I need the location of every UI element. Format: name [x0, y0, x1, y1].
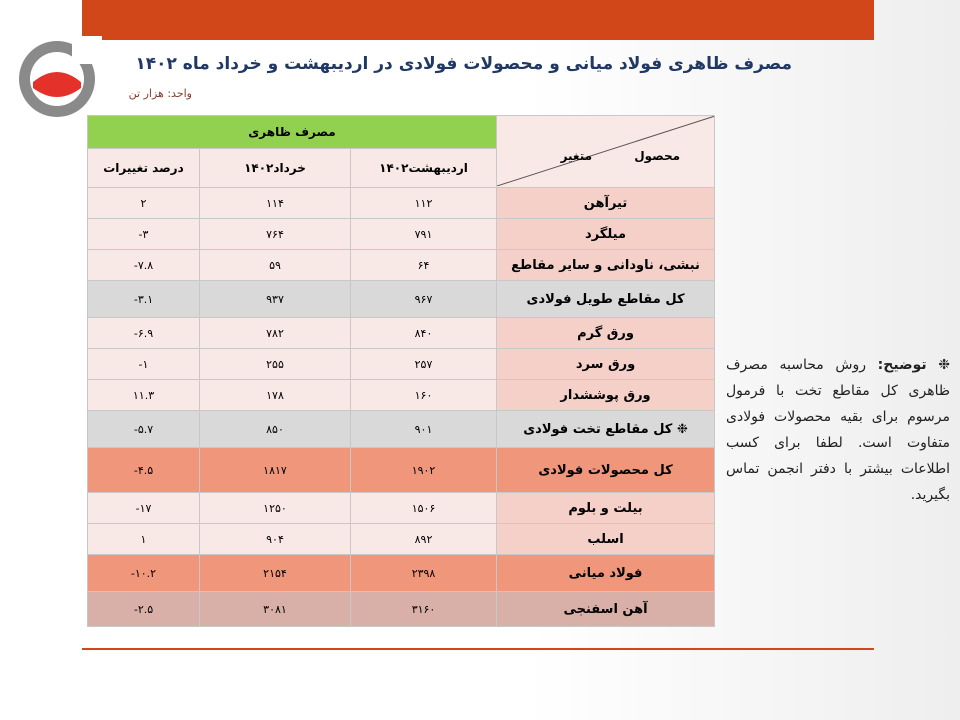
cell-ordibehesht: ۳۱۶۰ — [351, 592, 497, 627]
cell-change: ۱۱.۳ — [88, 380, 200, 411]
cell-khordad: ۲۱۵۴ — [200, 555, 351, 592]
table-body — [88, 188, 715, 627]
table-row — [88, 524, 715, 555]
cell-khordad: ۷۸۲ — [200, 318, 351, 349]
cell-product-name: فولاد میانی — [497, 555, 715, 592]
cell-change: -۶.۹ — [88, 318, 200, 349]
table-row — [88, 411, 715, 448]
cell-change: -۳.۱ — [88, 281, 200, 318]
note-text: روش محاسبه مصرف ظاهری کل مقاطع تخت با فرمول مرسوم برای بقیه محصولات فولادی متفاوت است. لطفا برای کسب اطلاعات بیشتر با دفتر انجمن تماس بگیرید. — [726, 357, 950, 503]
cell-khordad: ۹۳۷ — [200, 281, 351, 318]
cell-khordad: ۱۷۸ — [200, 380, 351, 411]
cell-khordad: ۸۵۰ — [200, 411, 351, 448]
cell-ordibehesht: ۸۴۰ — [351, 318, 497, 349]
cell-product-name: آهن اسفنجی — [497, 592, 715, 627]
column-header-khordad: خرداد۱۴۰۲ — [200, 149, 351, 188]
cell-ordibehesht: ۹۶۷ — [351, 281, 497, 318]
cell-ordibehesht: ۱۶۰ — [351, 380, 497, 411]
cell-product-name: کل مقاطع طویل فولادی — [497, 281, 715, 318]
table-row — [88, 380, 715, 411]
cell-change: -۱۰.۲ — [88, 555, 200, 592]
cell-khordad: ۵۹ — [200, 250, 351, 281]
cell-product-name: ❉ کل مقاطع تخت فولادی — [497, 411, 715, 448]
cell-khordad: ۷۶۴ — [200, 219, 351, 250]
cell-change: -۳ — [88, 219, 200, 250]
cell-khordad: ۹۰۴ — [200, 524, 351, 555]
table-row — [88, 349, 715, 380]
cell-change: -۱۷ — [88, 493, 200, 524]
cell-change: -۵.۷ — [88, 411, 200, 448]
group-header-apparent-consumption: مصرف ظاهری — [88, 116, 497, 149]
cell-product-name: میلگرد — [497, 219, 715, 250]
unit-label: واحد: هزار تن — [128, 87, 192, 100]
cell-ordibehesht: ۹۰۱ — [351, 411, 497, 448]
cell-change: -۷.۸ — [88, 250, 200, 281]
cell-khordad: ۱۸۱۷ — [200, 448, 351, 493]
cell-ordibehesht: ۱۱۲ — [351, 188, 497, 219]
note-marker-icon: ❉ — [938, 357, 951, 373]
company-logo-icon — [12, 36, 102, 122]
table-row — [88, 318, 715, 349]
bottom-accent-line — [82, 648, 874, 650]
cell-khordad: ۳۰۸۱ — [200, 592, 351, 627]
cell-change: -۱ — [88, 349, 200, 380]
corner-label-variable: متغیر — [560, 149, 593, 163]
cell-change: -۲.۵ — [88, 592, 200, 627]
cell-ordibehesht: ۸۹۲ — [351, 524, 497, 555]
table-row — [88, 281, 715, 318]
cell-khordad: ۱۱۴ — [200, 188, 351, 219]
cell-product-name: ورق سرد — [497, 349, 715, 380]
cell-product-name: ورق گرم — [497, 318, 715, 349]
column-header-change: درصد تغییرات — [88, 149, 200, 188]
table-row — [88, 555, 715, 592]
cell-change: ۱ — [88, 524, 200, 555]
column-header-ordibehesht: اردیبهشت۱۴۰۲ — [351, 149, 497, 188]
table-row — [88, 188, 715, 219]
corner-diagonal-line — [497, 116, 715, 186]
cell-product-name: کل محصولات فولادی — [497, 448, 715, 493]
corner-label-product: محصول — [634, 149, 681, 163]
table-row — [88, 250, 715, 281]
cell-ordibehesht: ۲۵۷ — [351, 349, 497, 380]
cell-change: ۲ — [88, 188, 200, 219]
cell-ordibehesht: ۱۹۰۲ — [351, 448, 497, 493]
cell-product-name: بیلت و بلوم — [497, 493, 715, 524]
cell-khordad: ۲۵۵ — [200, 349, 351, 380]
cell-khordad: ۱۲۵۰ — [200, 493, 351, 524]
top-accent-bar — [82, 0, 874, 40]
cell-ordibehesht: ۷۹۱ — [351, 219, 497, 250]
explanation-note — [726, 352, 950, 552]
cell-ordibehesht: ۶۴ — [351, 250, 497, 281]
cell-product-name: نبشی، ناودانی و سایر مقاطع — [497, 250, 715, 281]
cell-ordibehesht: ۱۵۰۶ — [351, 493, 497, 524]
cell-ordibehesht: ۲۳۹۸ — [351, 555, 497, 592]
cell-product-name: ورق پوششدار — [497, 380, 715, 411]
table-row — [88, 592, 715, 627]
cell-change: -۴.۵ — [88, 448, 200, 493]
note-label: توضیح: — [877, 357, 927, 373]
table-row — [88, 493, 715, 524]
corner-header-cell — [497, 116, 715, 188]
table-row — [88, 448, 715, 493]
steel-consumption-table — [87, 115, 715, 627]
page-title: مصرف ظاهری فولاد میانی و محصولات فولادی در اردیبهشت و خرداد ماه ۱۴۰۲ — [135, 54, 792, 74]
cell-product-name: تیرآهن — [497, 188, 715, 219]
cell-product-name: اسلب — [497, 524, 715, 555]
table-row — [88, 219, 715, 250]
